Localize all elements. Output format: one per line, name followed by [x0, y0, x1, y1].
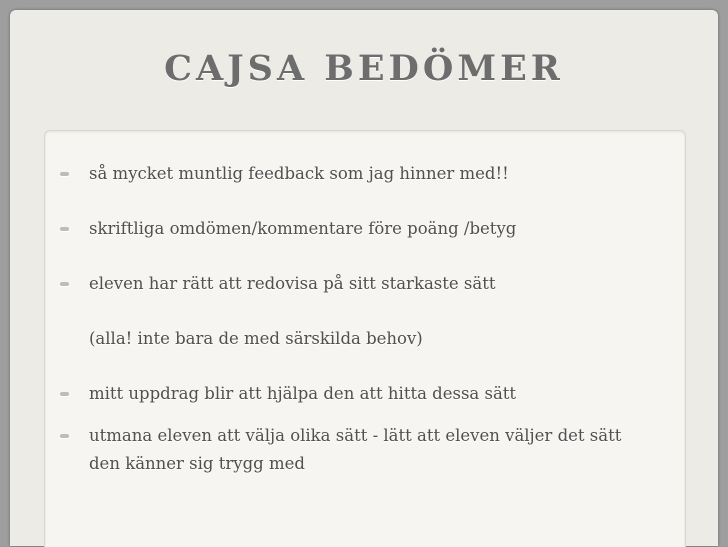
bullet-item [60, 215, 680, 243]
bullet-item [60, 270, 680, 298]
bullet-item [60, 422, 680, 478]
slide-title: CAJSA BEDÖMER [164, 48, 564, 89]
bullet-marker-icon [60, 392, 69, 396]
bullet-item [60, 380, 680, 408]
bullet-marker-icon [60, 282, 69, 286]
bullet-text: skriftliga omdömen/kommentare före poäng /betyg [89, 219, 517, 238]
bullet-marker-icon [60, 172, 69, 176]
bullet-marker-icon [60, 434, 69, 438]
bullet-text: eleven har rätt att redovisa på sitt starkaste sätt [89, 274, 496, 293]
bullet-item [60, 160, 680, 188]
sub-note [60, 325, 680, 353]
bullet-marker-icon [60, 227, 69, 231]
bullet-text: utmana eleven att välja olika sätt - lätt att eleven väljer det sätt den känner sig trygg med [89, 426, 622, 473]
bullet-text: mitt uppdrag blir att hjälpa den att hitta dessa sätt [89, 384, 517, 403]
sub-note-text: (alla! inte bara de med särskilda behov) [89, 329, 423, 348]
bullet-text: så mycket muntlig feedback som jag hinner med!! [89, 164, 509, 183]
